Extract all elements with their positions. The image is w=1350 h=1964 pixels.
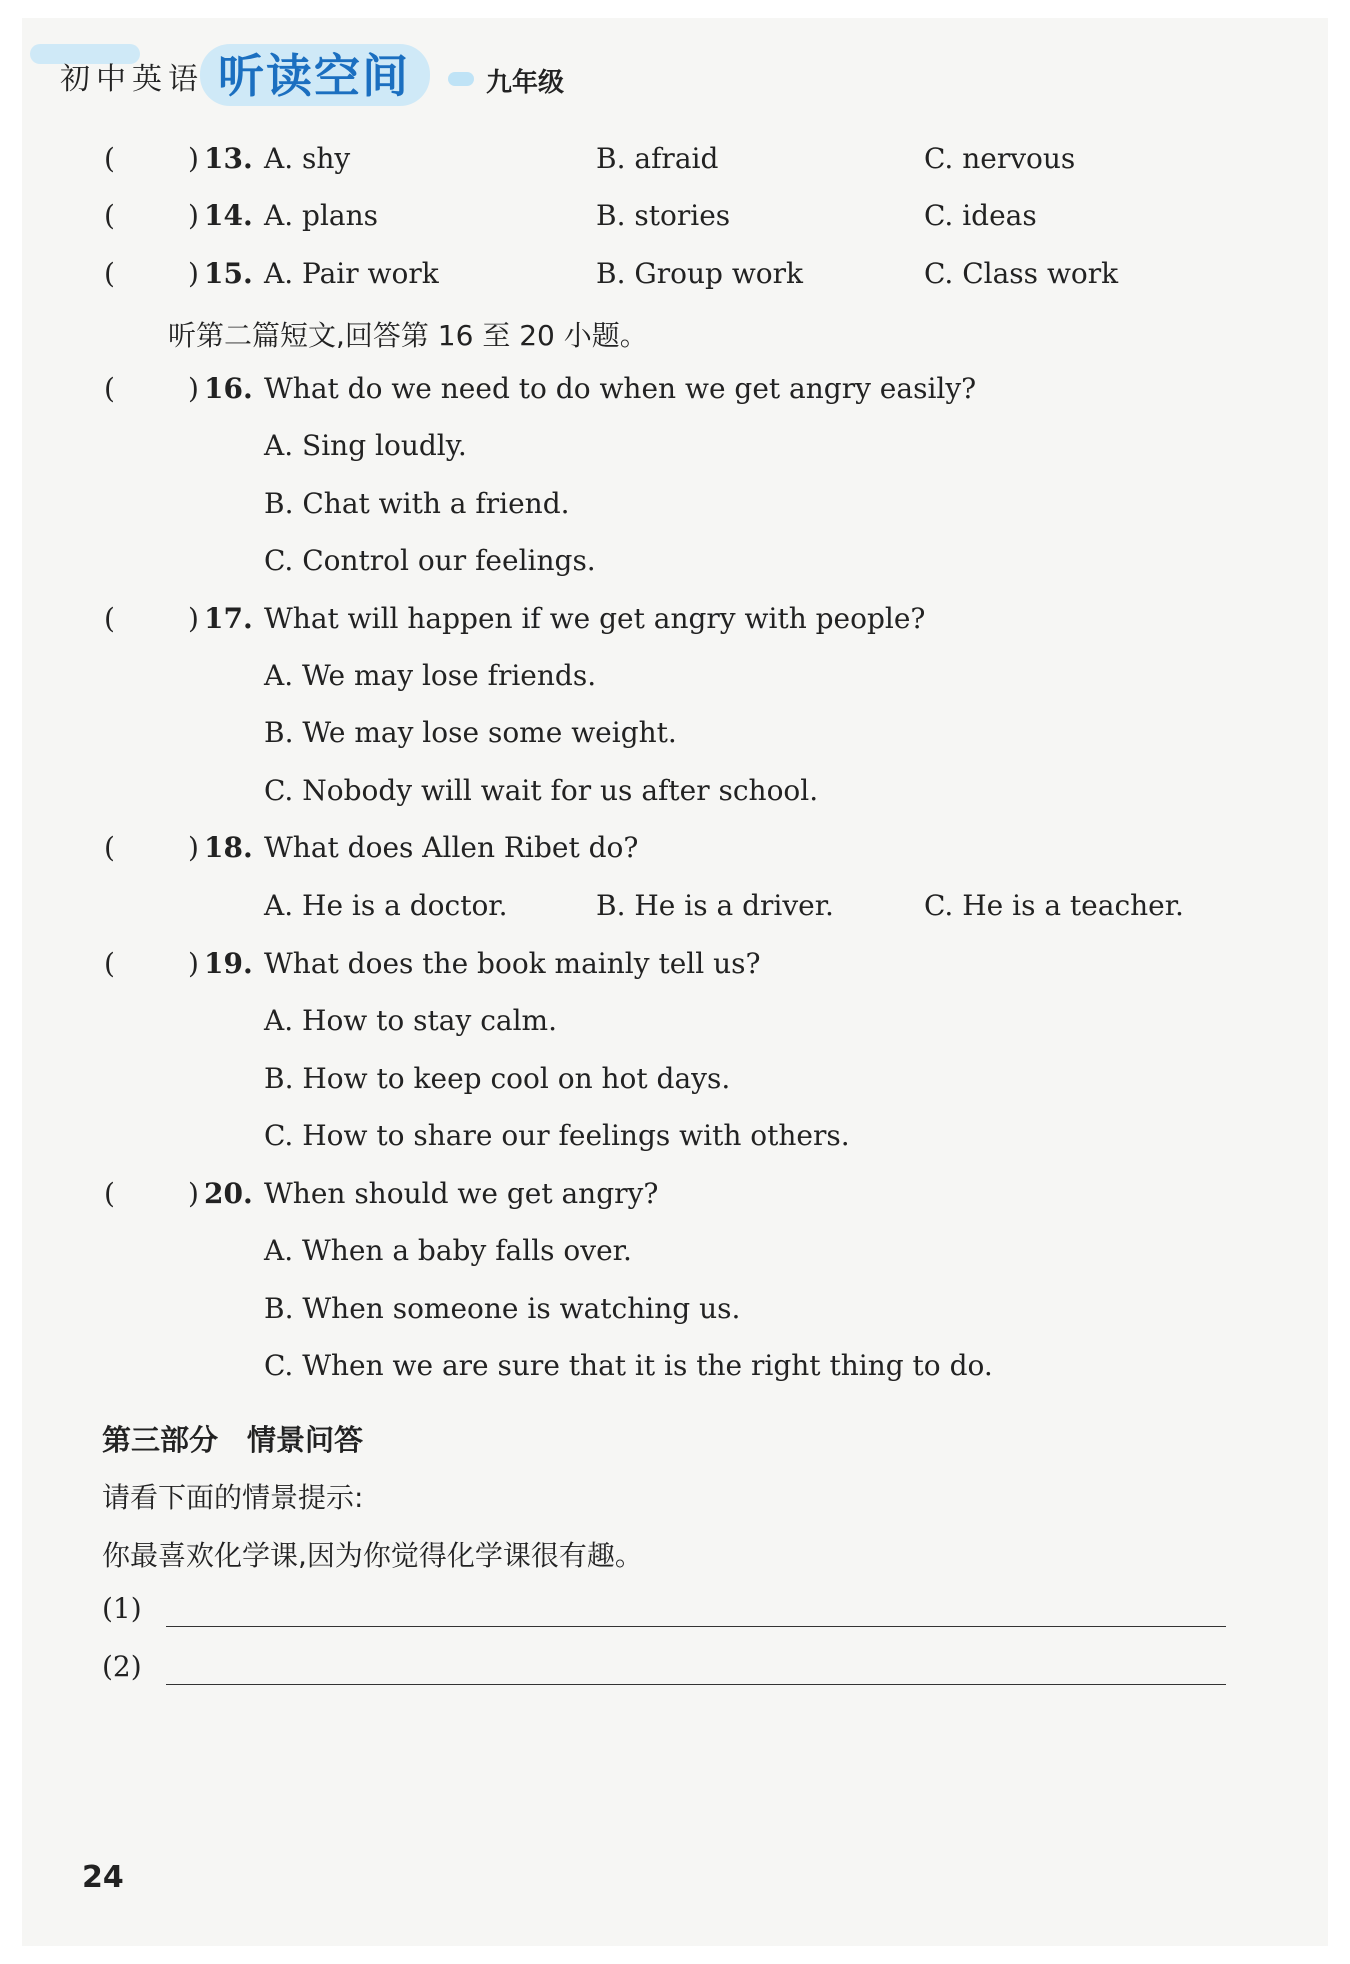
option-b: B. He is a driver. xyxy=(596,889,834,922)
grade-dot-decoration xyxy=(448,72,474,86)
answer-paren-close: ) xyxy=(188,257,199,290)
answer-paren-open: ( xyxy=(104,372,115,405)
option-c: C. Class work xyxy=(924,257,1119,290)
option-c: C. nervous xyxy=(924,142,1076,175)
option-a: A. shy xyxy=(264,142,351,175)
option-b: B. Group work xyxy=(596,257,804,290)
option-text: A. We may lose friends. xyxy=(264,659,597,692)
section-title: 第三部分 情景问答 xyxy=(102,1423,364,1457)
answer-paren-open: ( xyxy=(104,602,115,635)
situation-text: 你最喜欢化学课,因为你觉得化学课很有趣。 xyxy=(102,1539,643,1572)
option-text: C. How to share our feelings with others. xyxy=(264,1119,850,1152)
option-text: C. Nobody will wait for us after school. xyxy=(264,774,819,807)
question-text: What do we need to do when we get angry easily? xyxy=(264,372,977,405)
option-text: C. When we are sure that it is the right thing to do. xyxy=(264,1349,993,1382)
option-text: A. When a baby falls over. xyxy=(264,1234,632,1267)
question-number: 14. xyxy=(204,199,253,232)
answer-paren-close: ) xyxy=(188,831,199,864)
answer-paren-close: ) xyxy=(188,602,199,635)
page-number: 24 xyxy=(82,1860,124,1895)
question-text: What does the book mainly tell us? xyxy=(264,947,761,980)
answer-paren-close: ) xyxy=(188,1177,199,1210)
answer-paren-open: ( xyxy=(104,831,115,864)
answer-paren-open: ( xyxy=(104,142,115,175)
option-a: A. He is a doctor. xyxy=(264,889,508,922)
option-a: A. Pair work xyxy=(264,257,439,290)
option-text: B. How to keep cool on hot days. xyxy=(264,1062,731,1095)
option-c: C. ideas xyxy=(924,199,1037,232)
answer-blank-2[interactable] xyxy=(166,1684,1226,1685)
answer-paren-close: ) xyxy=(188,372,199,405)
question-number: 18. xyxy=(204,831,253,864)
option-b: B. afraid xyxy=(596,142,719,175)
passage-instruction: 听第二篇短文,回答第 16 至 20 小题。 xyxy=(168,319,648,352)
answer-paren-open: ( xyxy=(104,947,115,980)
question-text: What will happen if we get angry with people? xyxy=(264,602,926,635)
option-text: B. Chat with a friend. xyxy=(264,487,570,520)
option-text: B. We may lose some weight. xyxy=(264,716,677,749)
answer-blank-1[interactable] xyxy=(166,1626,1226,1627)
option-text: B. When someone is watching us. xyxy=(264,1292,741,1325)
question-number: 20. xyxy=(204,1177,253,1210)
answer-paren-close: ) xyxy=(188,199,199,232)
question-number: 17. xyxy=(204,602,253,635)
question-text: What does Allen Ribet do? xyxy=(264,831,639,864)
answer-paren-open: ( xyxy=(104,1177,115,1210)
answer-paren-close: ) xyxy=(188,142,199,175)
option-b: B. stories xyxy=(596,199,731,232)
answer-paren-open: ( xyxy=(104,199,115,232)
option-c: C. He is a teacher. xyxy=(924,889,1184,922)
question-number: 16. xyxy=(204,372,253,405)
question-number: 13. xyxy=(204,142,253,175)
answer-paren-open: ( xyxy=(104,257,115,290)
page-background xyxy=(22,18,1328,1946)
answer-paren-close: ) xyxy=(188,947,199,980)
option-text: A. How to stay calm. xyxy=(264,1004,557,1037)
blank-label-2: (2) xyxy=(102,1650,142,1683)
section-prompt: 请看下面的情景提示: xyxy=(102,1481,364,1514)
question-number: 19. xyxy=(204,947,253,980)
brand-logo: 听读空间 xyxy=(218,49,410,103)
question-number: 15. xyxy=(204,257,253,290)
option-text: C. Control our feelings. xyxy=(264,544,596,577)
grade-label: 九年级 xyxy=(486,68,565,98)
option-text: A. Sing loudly. xyxy=(264,429,467,462)
option-a: A. plans xyxy=(264,199,378,232)
blank-label-1: (1) xyxy=(102,1592,142,1625)
series-title: 初中英语 xyxy=(60,62,204,97)
page-header xyxy=(0,0,1350,110)
question-text: When should we get angry? xyxy=(264,1177,659,1210)
